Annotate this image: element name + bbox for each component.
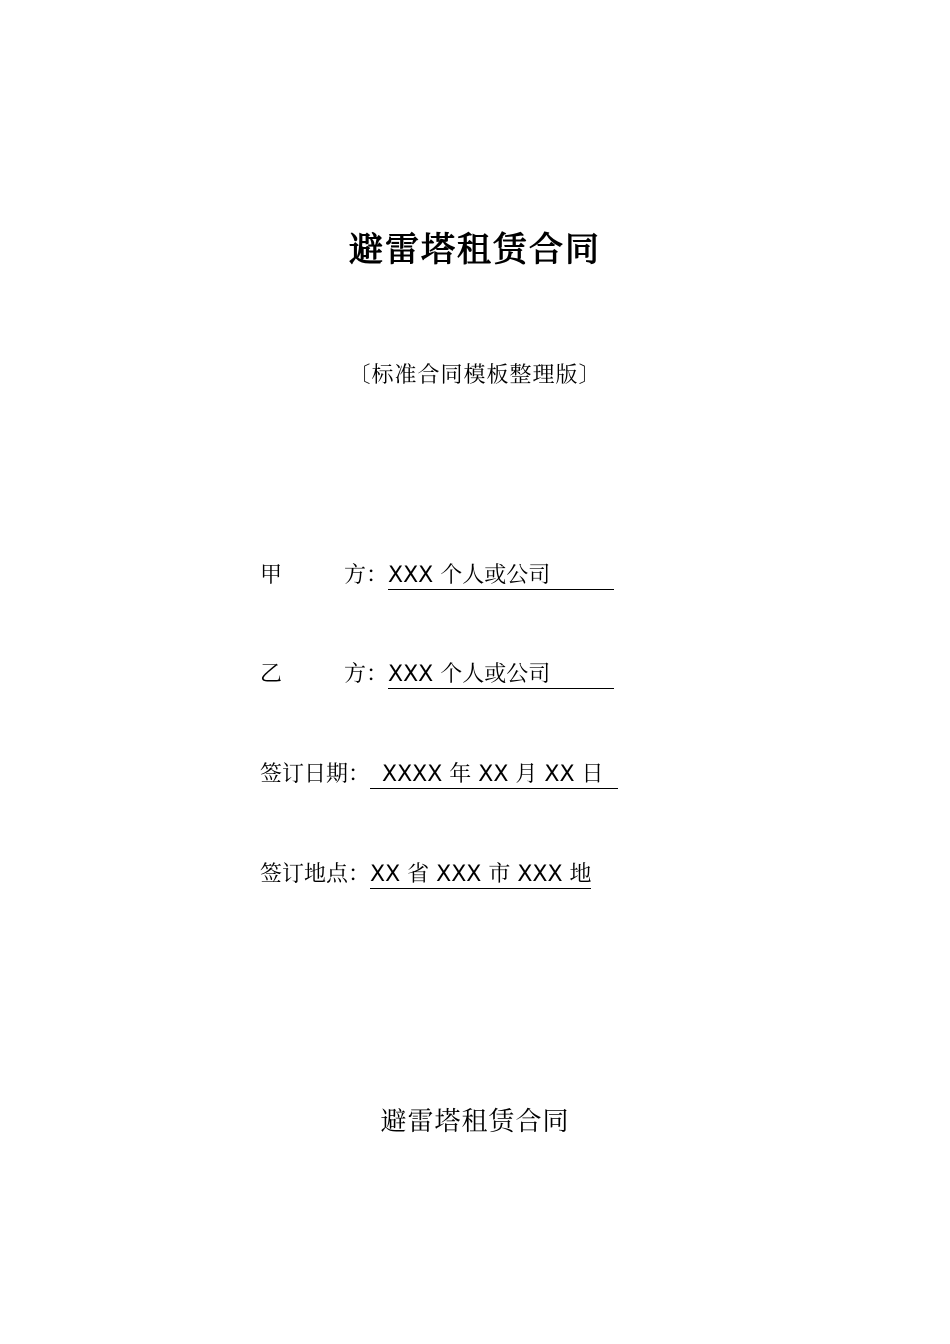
party-a-label-char: 甲 — [260, 563, 283, 588]
signing-place-value: XX 省 XXX 市 XXX 地 — [370, 862, 592, 887]
signing-date-label: 签订日期： — [260, 762, 371, 787]
party-a-value: XXX 个人或公司 — [388, 563, 614, 590]
party-a-label-suffix: 方： — [343, 563, 388, 588]
document-title: 避雷塔租赁合同 — [349, 230, 601, 270]
party-a-field — [260, 560, 614, 592]
party-a-label — [260, 560, 388, 592]
signing-date-field — [260, 759, 618, 791]
signing-place-field — [260, 859, 591, 891]
signing-place-label: 签订地点： — [260, 862, 371, 887]
party-b-label-suffix: 方： — [343, 662, 388, 687]
party-b-value: XXX 个人或公司 — [388, 662, 614, 689]
footer-title: 避雷塔租赁合同 — [380, 1107, 570, 1137]
party-b-label — [260, 659, 388, 691]
signing-date-value: XXXX 年 XX 月 XX 日 — [370, 762, 618, 789]
party-b-label-char: 乙 — [260, 662, 283, 687]
party-b-field — [260, 659, 614, 691]
document-subtitle: 〔标准合同模板整理版〕 — [348, 363, 602, 388]
